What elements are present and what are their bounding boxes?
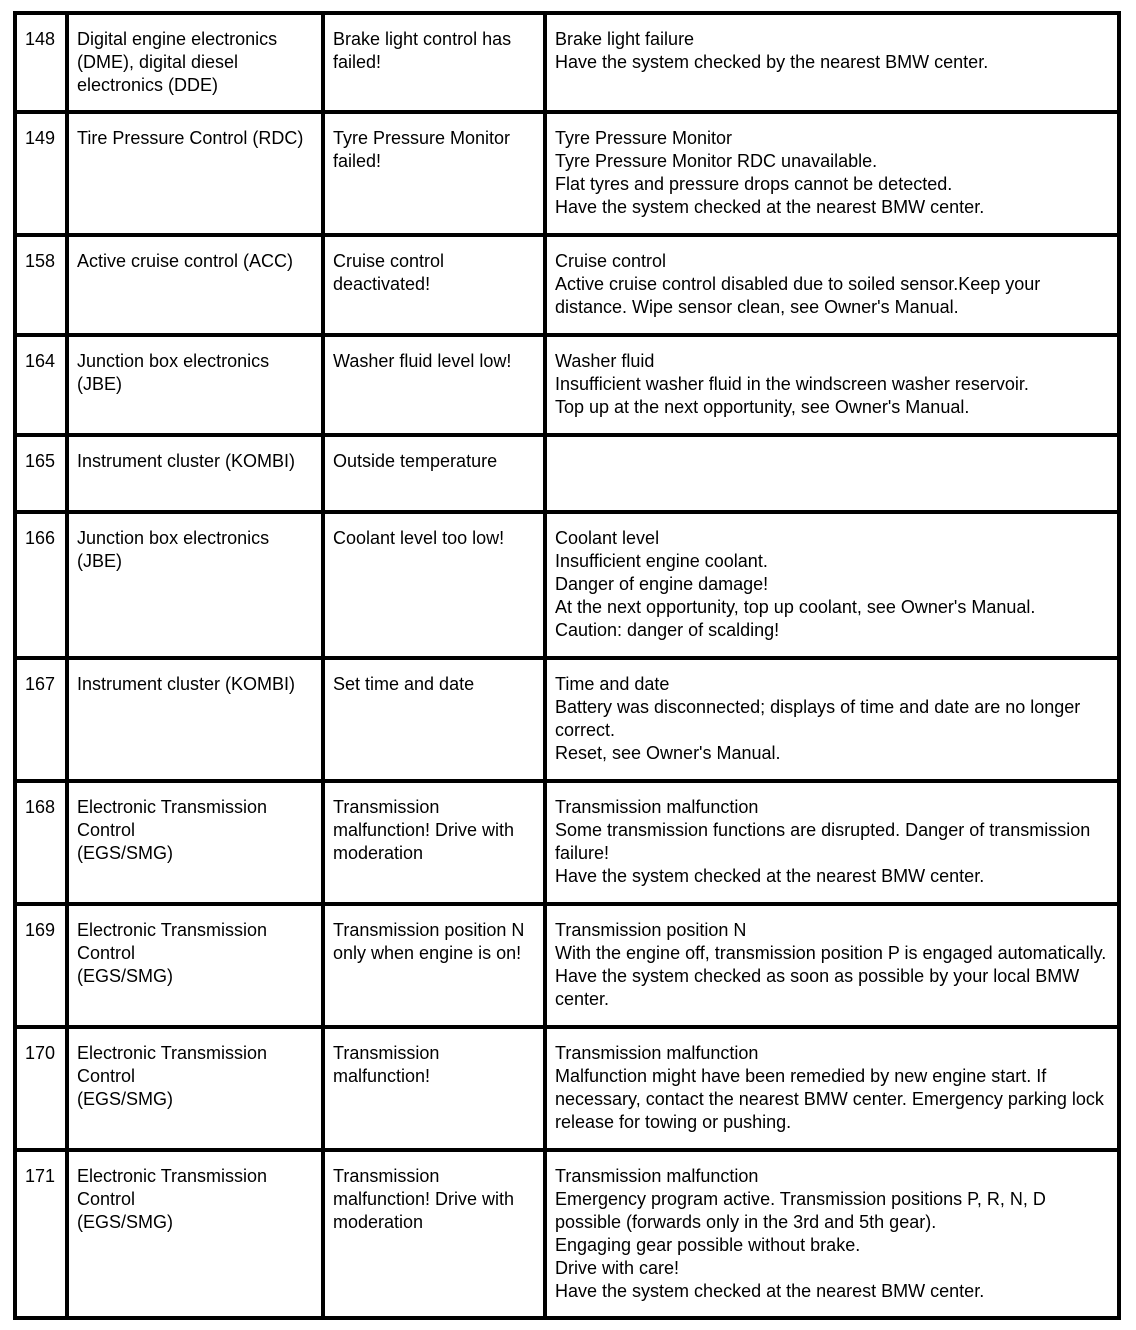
message-number: 168: [15, 781, 67, 904]
control-module: Instrument cluster (KOMBI): [67, 435, 323, 512]
table-row: [15, 335, 1119, 435]
message-number: 166: [15, 512, 67, 658]
message-number: 170: [15, 1027, 67, 1150]
control-module: Junction box electronics (JBE): [67, 512, 323, 658]
message-details: Tyre Pressure Monitor Tyre Pressure Monitor RDC unavailable. Flat tyres and pressure drops cannot be detected. Have the system checked at the nearest BMW center.: [545, 112, 1119, 235]
message-details: Cruise control Active cruise control disabled due to soiled sensor.Keep your distance. Wipe sensor clean, see Owner's Manual.: [545, 235, 1119, 335]
message-number: 164: [15, 335, 67, 435]
table-row: [15, 781, 1119, 904]
message-text: Brake light control has failed!: [323, 13, 545, 112]
message-text: Washer fluid level low!: [323, 335, 545, 435]
message-number: 171: [15, 1150, 67, 1318]
message-details: Time and date Battery was disconnected; displays of time and date are no longer correct. Reset, see Owner's Manual.: [545, 658, 1119, 781]
message-details: Transmission position N With the engine off, transmission position P is engaged automatically. Have the system checked as soon as possible by your local BMW center.: [545, 904, 1119, 1027]
table-row: [15, 112, 1119, 235]
control-module: Digital engine electronics (DME), digital diesel electronics (DDE): [67, 13, 323, 112]
control-module: Tire Pressure Control (RDC): [67, 112, 323, 235]
message-number: 148: [15, 13, 67, 112]
control-module: Electronic Transmission Control (EGS/SMG): [67, 904, 323, 1027]
message-details: Brake light failure Have the system checked by the nearest BMW center.: [545, 13, 1119, 112]
message-text: Outside temperature: [323, 435, 545, 512]
check-control-messages-table: [13, 11, 1121, 1320]
message-details: Transmission malfunction Malfunction might have been remedied by new engine start. If necessary, contact the nearest BMW center. Emergency parking lock release for towing or pushing.: [545, 1027, 1119, 1150]
table-row: [15, 512, 1119, 658]
message-number: 167: [15, 658, 67, 781]
message-text: Transmission malfunction!: [323, 1027, 545, 1150]
message-details: Coolant level Insufficient engine coolant. Danger of engine damage! At the next opportunity, top up coolant, see Owner's Manual. Caution: danger of scalding!: [545, 512, 1119, 658]
control-module: Instrument cluster (KOMBI): [67, 658, 323, 781]
message-number: 165: [15, 435, 67, 512]
message-text: Transmission position N only when engine is on!: [323, 904, 545, 1027]
message-number: 169: [15, 904, 67, 1027]
control-module: Electronic Transmission Control (EGS/SMG): [67, 781, 323, 904]
message-text: Set time and date: [323, 658, 545, 781]
message-text: Tyre Pressure Monitor failed!: [323, 112, 545, 235]
control-module: Electronic Transmission Control (EGS/SMG): [67, 1027, 323, 1150]
table-row: [15, 1027, 1119, 1150]
table-row: [15, 13, 1119, 112]
message-text: Cruise control deactivated!: [323, 235, 545, 335]
message-text: Transmission malfunction! Drive with moderation: [323, 781, 545, 904]
control-module: Junction box electronics (JBE): [67, 335, 323, 435]
control-module: Active cruise control (ACC): [67, 235, 323, 335]
control-module: Electronic Transmission Control (EGS/SMG): [67, 1150, 323, 1318]
table-row: [15, 658, 1119, 781]
message-number: 149: [15, 112, 67, 235]
message-text: Transmission malfunction! Drive with moderation: [323, 1150, 545, 1318]
message-number: 158: [15, 235, 67, 335]
table-row: [15, 1150, 1119, 1318]
table-row: [15, 235, 1119, 335]
message-details: Washer fluid Insufficient washer fluid in the windscreen washer reservoir. Top up at the next opportunity, see Owner's Manual.: [545, 335, 1119, 435]
message-details: [545, 435, 1119, 512]
table-row: [15, 904, 1119, 1027]
message-details: Transmission malfunction Some transmission functions are disrupted. Danger of transmission failure! Have the system checked at the nearest BMW center.: [545, 781, 1119, 904]
message-text: Coolant level too low!: [323, 512, 545, 658]
message-details: Transmission malfunction Emergency program active. Transmission positions P, R, N, D possible (forwards only in the 3rd and 5th gear). Engaging gear possible without brake. Drive with care! Have the system checked at the nearest BMW center.: [545, 1150, 1119, 1318]
table-row: [15, 435, 1119, 512]
